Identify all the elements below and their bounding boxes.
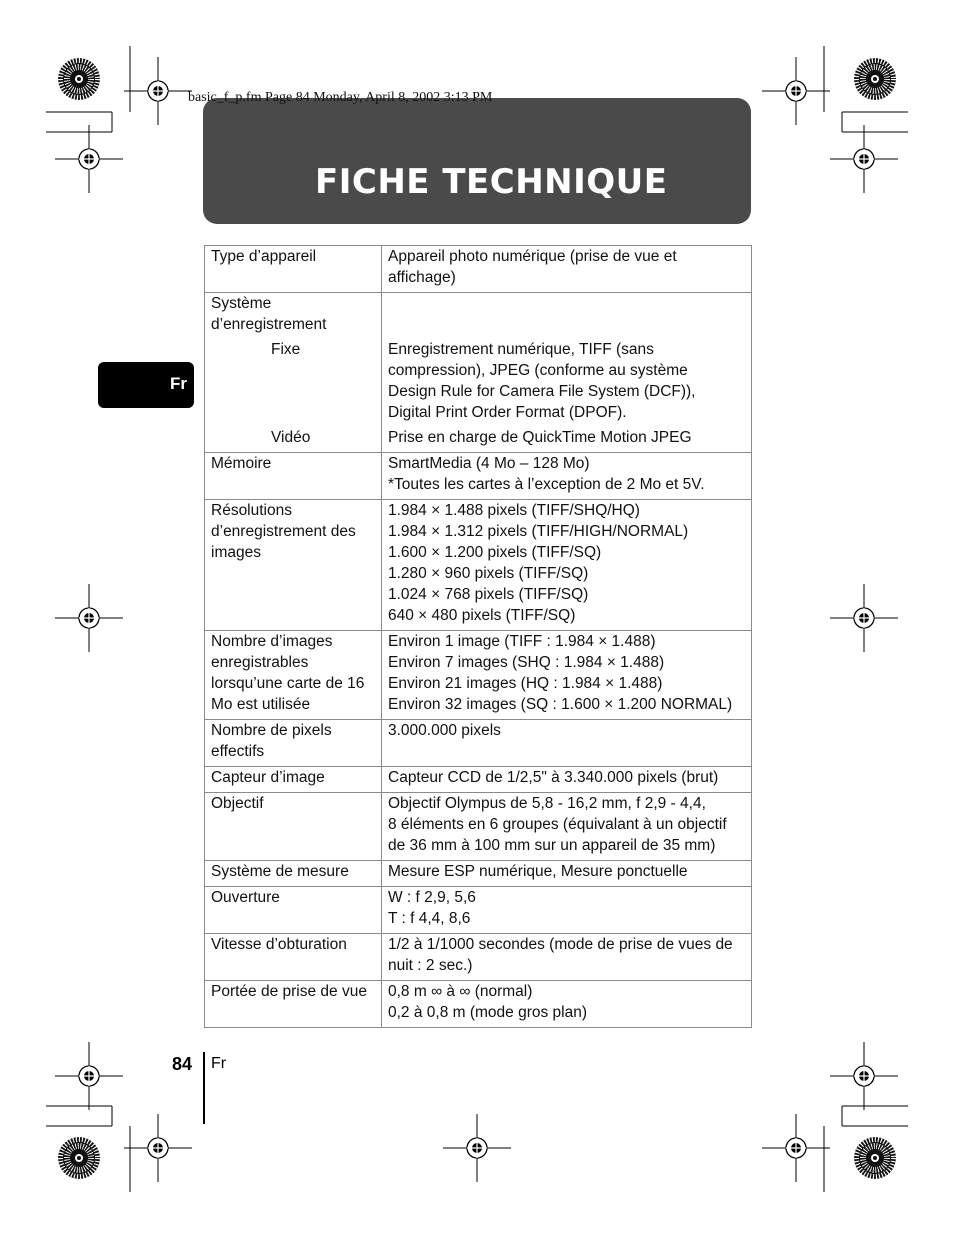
- spec-line: SmartMedia (4 Mo – 128 Mo): [388, 455, 590, 472]
- spec-line: *Toutes les cartes à l’exception de 2 Mo et 5V.: [388, 476, 705, 493]
- spec-line: Mesure ESP numérique, Mesure ponctuelle: [388, 863, 688, 880]
- spec-value: [382, 887, 752, 934]
- spec-line: 0,8 m ∞ à ∞ (normal): [388, 983, 533, 1000]
- print-header: basic_f_p.fm Page 84 Monday, April 8, 2002 3:13 PM: [188, 90, 493, 105]
- spec-value: [382, 793, 752, 861]
- spec-line: T : f 4,4, 8,6: [388, 910, 471, 927]
- spec-line: Capteur CCD de 1/2,5" à 3.340.000 pixels (brut): [388, 769, 719, 786]
- spec-line: Environ 1 image (TIFF : 1.984 × 1.488): [388, 633, 656, 650]
- table-row: [205, 631, 752, 720]
- footer-language: Fr: [211, 1055, 227, 1072]
- spec-line: 0,2 à 0,8 m (mode gros plan): [388, 1004, 588, 1021]
- table-row: [205, 981, 752, 1028]
- spec-sublabel: Vidéo: [271, 429, 311, 446]
- table-row: [205, 767, 752, 793]
- spec-label: Ouverture: [205, 887, 382, 934]
- spec-value: [382, 500, 752, 631]
- language-tab-label: Fr: [170, 374, 187, 393]
- spec-line: 1.984 × 1.312 pixels (TIFF/HIGH/NORMAL): [388, 523, 689, 540]
- spec-line: 1.280 × 960 pixels (TIFF/SQ): [388, 565, 589, 582]
- spec-line: compression), JPEG (conforme au système: [388, 362, 688, 379]
- spec-value: [382, 720, 752, 767]
- spec-line: Design Rule for Camera File System (DCF)),: [388, 383, 696, 400]
- spec-line: d’enregistrement: [211, 316, 327, 333]
- spec-line: W : f 2,9, 5,6: [388, 889, 476, 906]
- table-row: [205, 500, 752, 631]
- spec-value: [382, 453, 752, 500]
- spec-label: [205, 293, 382, 453]
- spec-value: [382, 631, 752, 720]
- spec-line: 1.600 × 1.200 pixels (TIFF/SQ): [388, 544, 602, 561]
- table-row: [205, 793, 752, 861]
- table-row: [205, 453, 752, 500]
- spec-line: lorsqu’une carte de 16: [211, 675, 365, 692]
- spec-line: 640 × 480 pixels (TIFF/SQ): [388, 607, 576, 624]
- spec-line: Nombre de pixels: [211, 722, 332, 739]
- footer-divider: [203, 1052, 205, 1124]
- spec-line: de 36 mm à 100 mm sur un appareil de 35 mm): [388, 837, 716, 854]
- spec-label: [205, 631, 382, 720]
- spec-line: d’enregistrement des: [211, 523, 356, 540]
- spec-value: [382, 246, 752, 293]
- spec-line: 1/2 à 1/1000 secondes (mode de prise de vues de: [388, 936, 733, 953]
- spec-label: Objectif: [205, 793, 382, 861]
- spec-line: Environ 21 images (HQ : 1.984 × 1.488): [388, 675, 663, 692]
- spec-label: Portée de prise de vue: [205, 981, 382, 1028]
- table-row: [205, 293, 752, 453]
- spec-line: images: [211, 544, 261, 561]
- table-row: [205, 246, 752, 293]
- spec-value: [382, 981, 752, 1028]
- spec-line: Environ 32 images (SQ : 1.600 × 1.200 NORMAL): [388, 696, 733, 713]
- title-banner: [203, 98, 751, 224]
- spec-label: Vitesse d’obturation: [205, 934, 382, 981]
- spec-label: Système de mesure: [205, 861, 382, 887]
- spec-label: Capteur d’image: [205, 767, 382, 793]
- page-title: FICHE TECHNIQUE: [315, 162, 668, 202]
- spec-line: Enregistrement numérique, TIFF (sans: [388, 341, 654, 358]
- page-number: 84: [172, 1054, 193, 1074]
- spec-line: nuit : 2 sec.): [388, 957, 473, 974]
- spec-value: [382, 767, 752, 793]
- spec-line: 1.984 × 1.488 pixels (TIFF/SHQ/HQ): [388, 502, 640, 519]
- spec-line: effectifs: [211, 743, 265, 760]
- spec-label: [205, 720, 382, 767]
- spec-line: Résolutions: [211, 502, 292, 519]
- spec-line: Système: [211, 295, 272, 312]
- spec-line: enregistrables: [211, 654, 309, 671]
- language-tab: [98, 362, 194, 408]
- spec-line: Nombre d’images: [211, 633, 333, 650]
- spec-table: [204, 245, 752, 1028]
- spec-value: [382, 293, 752, 453]
- spec-sublabel: Fixe: [271, 341, 301, 358]
- table-row: [205, 934, 752, 981]
- spec-label: [205, 500, 382, 631]
- spec-line: Digital Print Order Format (DPOF).: [388, 404, 627, 421]
- spec-line: Environ 7 images (SHQ : 1.984 × 1.488): [388, 654, 665, 671]
- spec-line: affichage): [388, 269, 456, 286]
- spec-line: Prise en charge de QuickTime Motion JPEG: [388, 429, 692, 446]
- table-row: [205, 720, 752, 767]
- spec-line: 8 éléments en 6 groupes (équivalant à un objectif: [388, 816, 727, 833]
- spec-value: [382, 861, 752, 887]
- spec-line: 1.024 × 768 pixels (TIFF/SQ): [388, 586, 589, 603]
- table-row: [205, 861, 752, 887]
- spec-line: Objectif Olympus de 5,8 - 16,2 mm, f 2,9 - 4,4,: [388, 795, 706, 812]
- spec-value: [382, 934, 752, 981]
- spec-line: Mo est utilisée: [211, 696, 311, 713]
- table-row: [205, 887, 752, 934]
- spec-label: Mémoire: [205, 453, 382, 500]
- spec-label: Type d’appareil: [205, 246, 382, 293]
- spec-line: Appareil photo numérique (prise de vue et: [388, 248, 677, 265]
- spec-line: 3.000.000 pixels: [388, 722, 501, 739]
